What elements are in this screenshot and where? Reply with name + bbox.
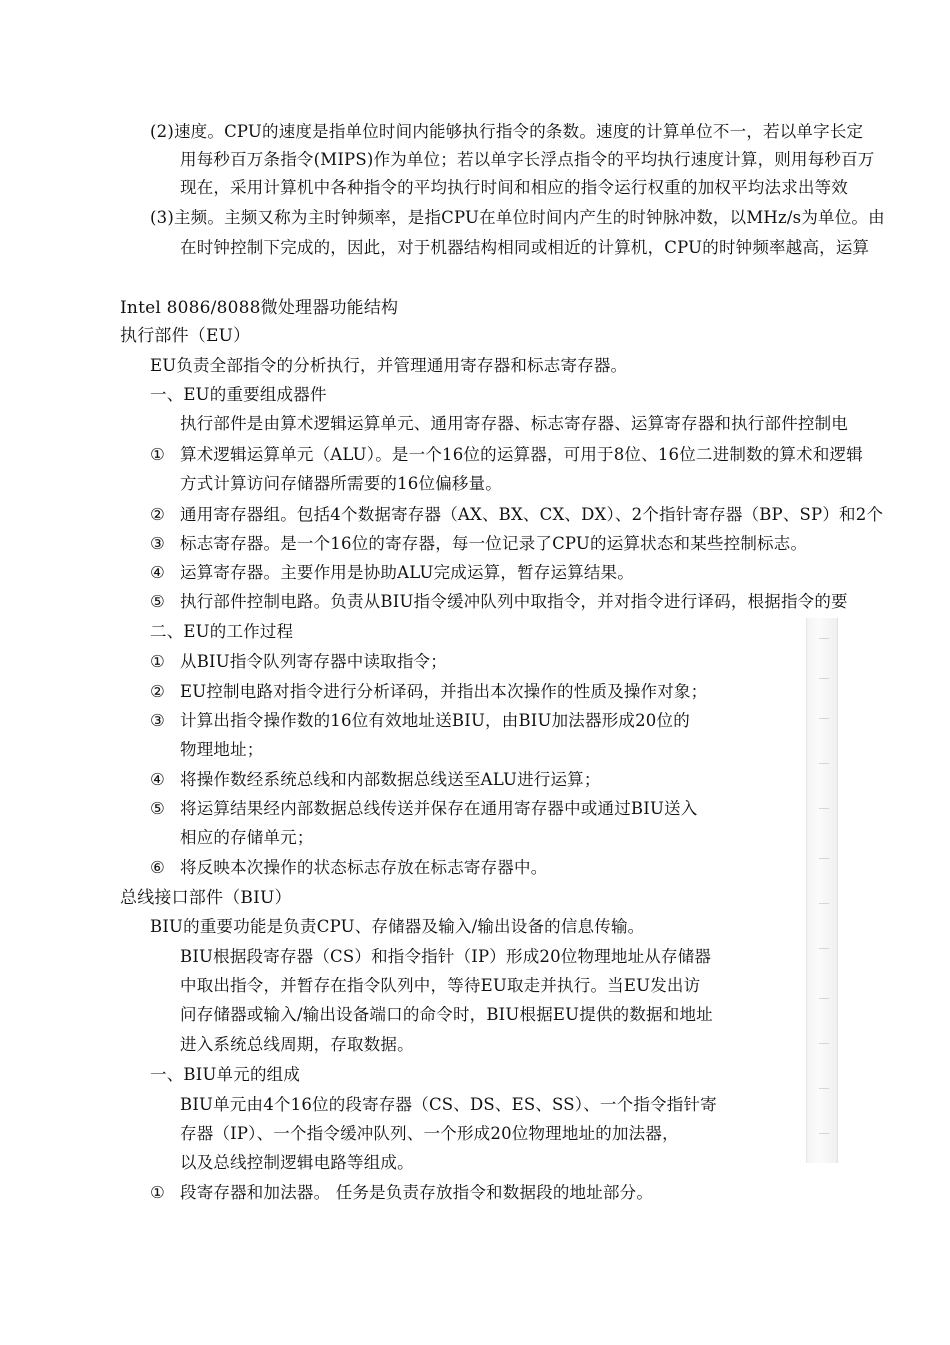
list-number: ② (150, 682, 165, 701)
list-text: 执行部件控制电路。负责从BIU指令缓冲队列中取指令，并对指令进行译码，根据指令的要 (180, 592, 848, 611)
eu-step-item (150, 797, 697, 821)
list-number: ② (150, 505, 165, 524)
list-number: ⑤ (150, 799, 165, 818)
eu-step-item (150, 650, 447, 674)
eu-component-item (150, 503, 883, 527)
list-text: 标志寄存器。是一个16位的寄存器，每一位记录了CPU的运算状态和某些控制标志。 (180, 534, 808, 553)
frequency-item-line-1: (3)主频。主频又称为主时钟频率，是指CPU在单位时间内产生的时钟脉冲数，以MHz/s为单位。由 (150, 208, 885, 227)
eu-component-item (150, 532, 807, 556)
eu-component-item (150, 443, 863, 467)
eu-component-item (150, 561, 634, 585)
list-text: 将运算结果经内部数据总线传送并保存在通用寄存器中或通过BIU送入 (180, 799, 698, 818)
list-number: ③ (150, 711, 165, 730)
list-number: ⑤ (150, 592, 165, 611)
list-text: 计算出指令操作数的16位有效地址送BIU，由BIU加法器形成20位的 (180, 711, 690, 730)
speed-item-line-3: 现在，采用计算机中各种指令的平均执行时间和相应的指令运行权重的加权平均法求出等效 (180, 178, 848, 197)
list-number: ⑥ (150, 858, 165, 877)
biu-composition-line: BIU单元由4个16位的段寄存器（CS、DS、ES、SS）、一个指令指针寄 (180, 1095, 717, 1114)
list-number: ③ (150, 534, 165, 553)
eu-step-item (150, 680, 707, 704)
biu-paragraph-line: BIU根据段寄存器（CS）和指令指针（IP）形成20位物理地址从存储器 (180, 947, 712, 966)
list-number: ① (150, 1183, 165, 1202)
scan-artifact-strip (806, 618, 838, 1163)
list-text: 从BIU指令队列寄存器中读取指令； (180, 652, 447, 671)
list-number: ① (150, 445, 165, 464)
list-text: 算术逻辑运算单元（ALU）。是一个16位的运算器，可用于8位、16位二进制数的算术和逻辑 (180, 445, 863, 464)
biu-paragraph-line: 问存储器或输入/输出设备端口的命令时，BIU根据EU提供的数据和地址 (180, 1005, 713, 1024)
list-number: ④ (150, 770, 165, 789)
eu-step-item (150, 709, 690, 733)
list-text: 将反映本次操作的状态标志存放在标志寄存器中。 (180, 858, 548, 877)
eu-intro: EU负责全部指令的分析执行，并管理通用寄存器和标志寄存器。 (150, 356, 628, 375)
eu-component-item (150, 590, 848, 614)
biu-composition-line: 存器（IP）、一个指令缓冲队列、一个形成20位物理地址的加法器， (180, 1124, 679, 1143)
list-text: EU控制电路对指令进行分析译码，并指出本次操作的性质及操作对象； (180, 682, 708, 701)
list-number: ④ (150, 563, 165, 582)
biu-paragraph-line: 中取出指令，并暂存在指令队列中，等待EU取走并执行。当EU发出访 (180, 976, 701, 995)
list-text: 段寄存器和加法器。 任务是负责存放指令和数据段的地址部分。 (180, 1183, 654, 1202)
biu-intro: BIU的重要功能是负责CPU、存储器及输入/输出设备的信息传输。 (150, 917, 645, 936)
list-text: 运算寄存器。主要作用是协助ALU完成运算，暂存运算结果。 (180, 563, 634, 582)
biu-heading: 总线接口部件（BIU） (120, 888, 292, 908)
eu-step-item (150, 768, 601, 792)
list-text: 将操作数经系统总线和内部数据总线送至ALU进行运算； (180, 770, 601, 789)
eu-components-heading: 一、EU的重要组成器件 (150, 385, 327, 404)
eu-step-continuation: 相应的存储单元； (180, 828, 314, 847)
biu-composition-heading: 一、BIU单元的组成 (150, 1065, 301, 1084)
biu-composition-line: 以及总线控制逻辑电路等组成。 (180, 1153, 414, 1172)
biu-paragraph-line: 进入系统总线周期，存取数据。 (180, 1035, 414, 1054)
list-number: ① (150, 652, 165, 671)
eu-components-intro: 执行部件是由算术逻辑运算单元、通用寄存器、标志寄存器、运算寄存器和执行部件控制电 (180, 414, 848, 433)
eu-step-item (150, 856, 547, 880)
list-text: 通用寄存器组。包括4个数据寄存器（AX、BX、CX、DX）、2个指针寄存器（BP、SP）和2个 (180, 505, 884, 524)
eu-process-heading: 二、EU的工作过程 (150, 622, 294, 641)
section-title: Intel 8086/8088微处理器功能结构 (120, 298, 399, 318)
speed-item-line-1: (2)速度。CPU的速度是指单位时间内能够执行指令的条数。速度的计算单位不一，若以单字长定 (150, 122, 864, 141)
frequency-item-line-2: 在时钟控制下完成的，因此，对于机器结构相同或相近的计算机，CPU的时钟频率越高，运算 (180, 238, 870, 257)
speed-item-line-2: 用每秒百万条指令(MIPS)作为单位；若以单字长浮点指令的平均执行速度计算，则用每秒百万 (180, 150, 875, 169)
eu-step-continuation: 物理地址； (180, 740, 264, 759)
eu-component-continuation: 方式计算访问存储器所需要的16位偏移量。 (180, 474, 502, 493)
eu-heading: 执行部件（EU） (120, 326, 251, 346)
biu-item (150, 1181, 653, 1205)
